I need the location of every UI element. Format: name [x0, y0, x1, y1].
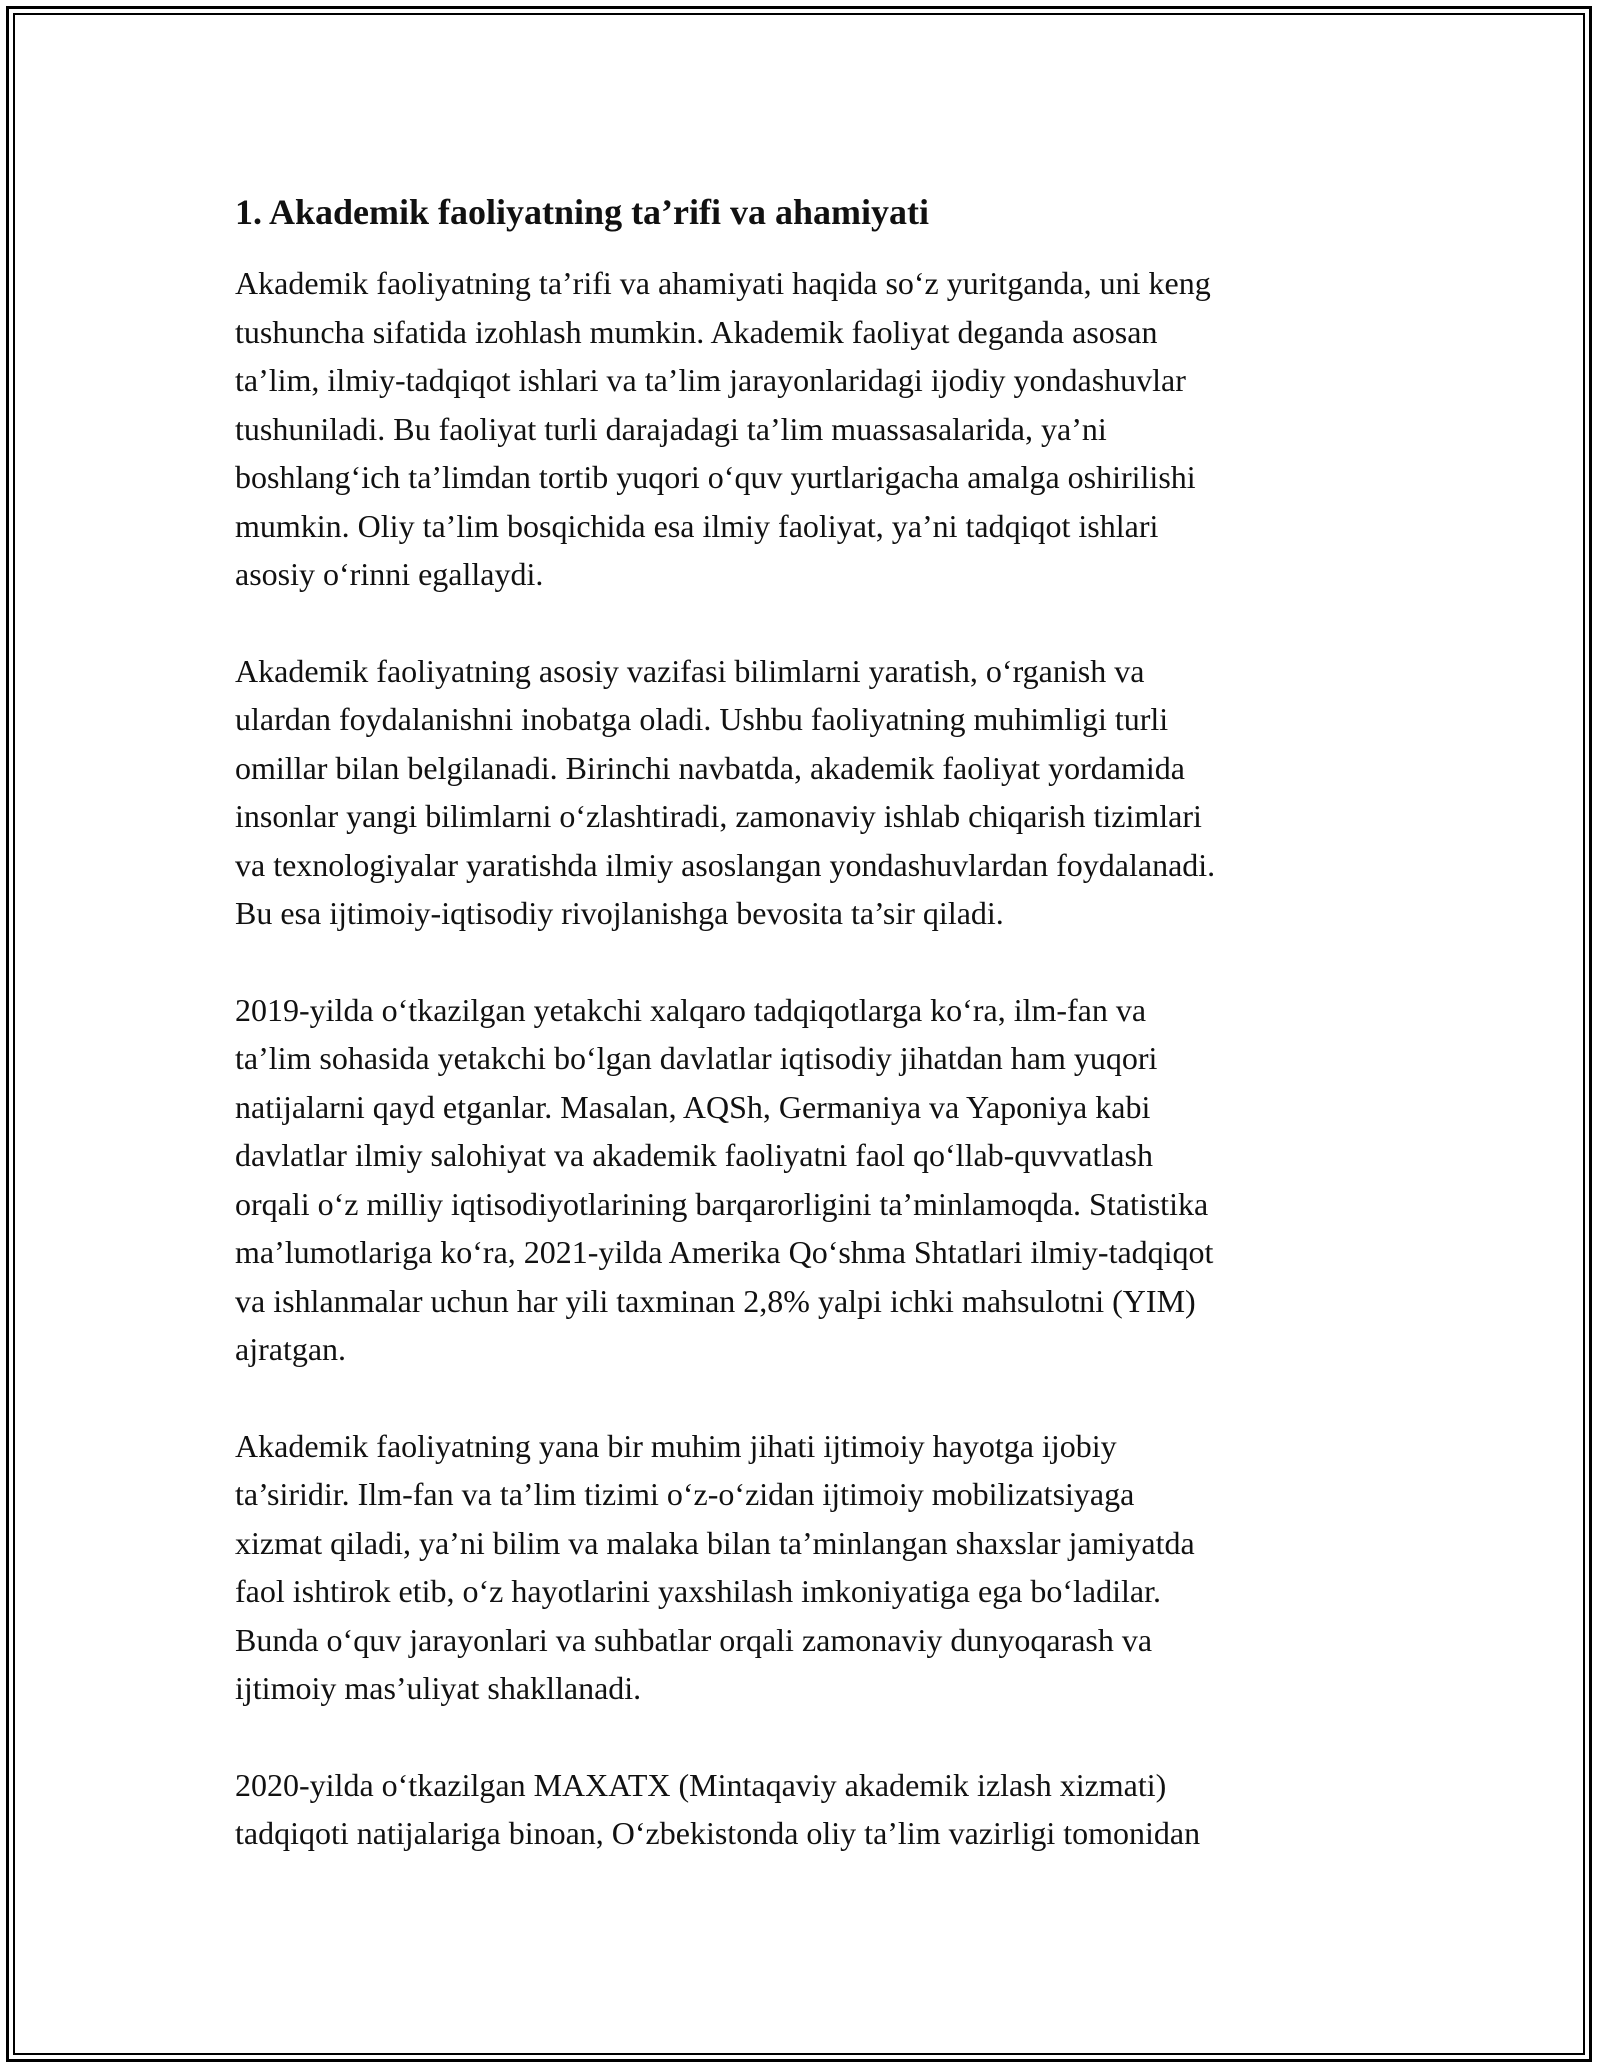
text-line: Akademik faoliyatning yana bir muhim jihati ijtimoiy hayotga ijobiy	[235, 1427, 1117, 1464]
text-line: ma’lumotlariga ko‘ra, 2021-yilda Amerika Qo‘shma Shtatlari ilmiy-tadqiqot	[235, 1234, 1214, 1270]
text-line: asosiy o‘rinni egallaydi.	[235, 556, 544, 592]
text-line: tushuniladi. Bu faoliyat turli darajadagi ta’lim muassasalarida, ya’ni	[235, 410, 1107, 447]
text-line: ijtimoiy mas’uliyat shakllanadi.	[235, 1670, 642, 1706]
text-line: boshlang‘ich ta’limdan tortib yuqori o‘quv yurtlarigacha amalga oshirilishi	[235, 459, 1196, 495]
paragraph-1	[235, 259, 1365, 599]
text-line: tushuncha sifatida izohlash mumkin. Akademik faoliyat deganda asosan	[235, 313, 1158, 350]
text-line: tadqiqoti natijalariga binoan, O‘zbekistonda oliy ta’lim vazirligi tomonidan	[235, 1815, 1201, 1851]
text-line: ta’lim, ilmiy-tadqiqot ishlari va ta’lim jarayonlaridagi ijodiy yondashuvlar	[235, 362, 1186, 398]
text-line: 2019-yilda o‘tkazilgan yetakchi xalqaro tadqiqotlarga ko‘ra, ilm-fan va	[235, 991, 1147, 1028]
section-title: 1. Akademik faoliyatning ta’rifi va ahamiyati	[235, 192, 930, 232]
text-line: va texnologiyalar yaratishda ilmiy asoslangan yondashuvlardan foydalanadi.	[235, 846, 1216, 883]
text-line: Bunda o‘quv jarayonlari va suhbatlar orqali zamonaviy dunyoqarash va	[235, 1621, 1153, 1658]
text-line: orqali o‘z milliy iqtisodiyotlarining barqarorligini ta’minlamoqda. Statistika	[235, 1185, 1209, 1222]
text-line: ta’siridir. Ilm-fan va ta’lim tizimi o‘z-o‘zidan ijtimoiy mobilizatsiyaga	[235, 1476, 1135, 1512]
text-line: ajratgan.	[235, 1331, 347, 1367]
text-line: ulardan foydalanishni inobatga oladi. Ushbu faoliyatning muhimligi turli	[235, 701, 1169, 737]
text-line: 2020-yilda o‘tkazilgan MAXATX (Mintaqaviy akademik izlash xizmati)	[235, 1766, 1167, 1803]
text-line: xizmat qiladi, ya’ni bilim va malaka bilan ta’minlangan shaxslar jamiyatda	[235, 1524, 1195, 1561]
text-line: va ishlanmalar uchun har yili taxminan 2,8% yalpi ichki mahsulotni (YIM)	[235, 1282, 1196, 1319]
paragraph-3	[235, 986, 1365, 1374]
text-line: Bu esa ijtimoiy-iqtisodiy rivojlanishga bevosita ta’sir qiladi.	[235, 895, 1004, 931]
paragraph-5	[235, 1761, 1365, 1858]
text-line: faol ishtirok etib, o‘z hayotlarini yaxshilash imkoniyatiga ega bo‘ladilar.	[235, 1573, 1161, 1609]
text-line: Akademik faoliyatning ta’rifi va ahamiyati haqida so‘z yuritganda, uni keng	[235, 265, 1211, 301]
text-line: insonlar yangi bilimlarni o‘zlashtiradi, zamonaviy ishlab chiqarish tizimlari	[235, 798, 1202, 834]
document-body	[235, 187, 1365, 1906]
text-line: omillar bilan belgilanadi. Birinchi navbatda, akademik faoliyat yordamida	[235, 749, 1185, 786]
text-line: ta’lim sohasida yetakchi bo‘lgan davlatlar iqtisodiy jihatdan ham yuqori	[235, 1040, 1158, 1076]
text-line: Akademik faoliyatning asosiy vazifasi bilimlarni yaratish, o‘rganish va	[235, 652, 1145, 689]
text-line: natijalarni qayd etganlar. Masalan, AQSh, Germaniya va Yaponiya kabi	[235, 1088, 1151, 1125]
paragraph-4	[235, 1422, 1365, 1713]
paragraph-2	[235, 647, 1365, 938]
text-line: davlatlar ilmiy salohiyat va akademik faoliyatni faol qo‘llab-quvvatlash	[235, 1137, 1153, 1173]
text-line: mumkin. Oliy ta’lim bosqichida esa ilmiy faoliyat, ya’ni tadqiqot ishlari	[235, 507, 1159, 544]
